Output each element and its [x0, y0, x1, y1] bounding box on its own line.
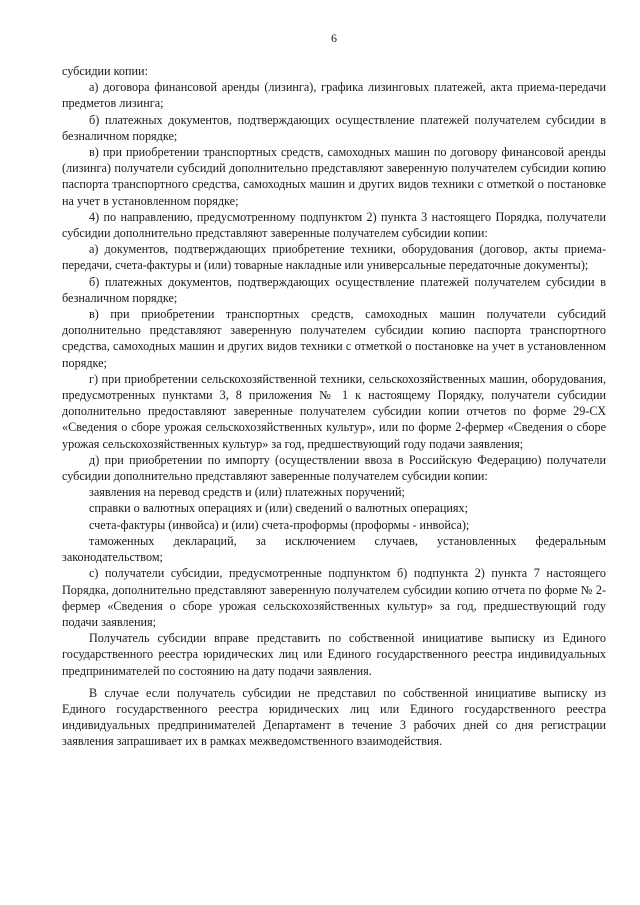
paragraph: таможенных деклараций, за исключением случаев, установленных федеральным законодательством; — [62, 533, 606, 565]
paragraph: г) при приобретении сельскохозяйственной техники, сельскохозяйственных машин, оборудования, предусмотренных пунктами 3, 8 приложения № 1 к настоящему Порядку, получатели субсидии дополнительно предоставляют заверенные получателем субсидии копии отчетов по форме 29-СХ «Сведения о сборе урожая сельскохозяйственных культур», или по форме 2-фермер «Сведения о сборе урожая сельскохозяйственных культур» за год, предшествующий году подачи заявления; — [62, 371, 606, 451]
paragraph: справки о валютных операциях и (или) сведений о валютных операциях; — [89, 501, 468, 516]
paragraph: в) при приобретении транспортных средств, самоходных машин по договору финансовой аренды (лизинга) получатели субсидий дополнительно представляют заверенную получателем субсидии копию паспорта транспортного средства, самоходных машин и других видов техники с отметкой о постановке на учет в установленном порядке; — [62, 145, 606, 208]
document-body — [62, 63, 606, 750]
paragraph: а) договора финансовой аренды (лизинга), графика лизинговых платежей, акта приема-передачи предметов лизинга; — [62, 80, 606, 111]
paragraph: субсидии копии: — [62, 64, 148, 78]
paragraph: б) платежных документов, подтверждающих осуществление платежей получателем субсидии в безналичном порядке; — [62, 274, 606, 305]
paragraph: а) документов, подтверждающих приобретение техники, оборудования (договор, акты приема-передачи, счета-фактуры и (или) товарные накладные или универсальные передаточные документы); — [62, 242, 606, 273]
paragraph: б) платежных документов, подтверждающих осуществление платежей получателем субсидии в безналичном порядке; — [62, 112, 606, 143]
paragraph: д) при приобретении по импорту (осуществлении ввоза в Российскую Федерацию) получатели субсидии дополнительно представляют заверенные получателем субсидии копии: — [62, 452, 606, 484]
page-number: 6 — [331, 31, 337, 45]
paragraph: заявления на перевод средств и (или) платежных поручений; — [89, 485, 405, 500]
paragraph: с) получатели субсидии, предусмотренные подпунктом б) подпункта 2) пункта 7 настоящего Порядка, дополнительно представляют заверенную получателем субсидии копию отчета по форме № 2-фермер «Сведения о сборе урожая сельскохозяйственных культур» за год, предшествующий году подачи заявления; — [62, 566, 606, 629]
paragraph: в) при приобретении транспортных средств, самоходных машин получатели субсидий дополнительно представляют заверенную получателем субсидии копию паспорта транспортного средства, самоходных машин и других видов техники с отметкой о постановке на учет в установленном порядке; — [62, 307, 606, 370]
paragraph: счета-фактуры (инвойса) и (или) счета-проформы (проформы - инвойса); — [89, 517, 470, 532]
paragraph: В случае если получатель субсидии не представил по собственной инициативе выписку из Единого государственного реестра юридических лиц или Единого государственного реестра индивидуальных предпринимателей Департамент в течение 3 рабочих дней со дня регистрации заявления запрашивает их в рамках межведомственного взаимодействия. — [62, 685, 606, 749]
paragraph: Получатель субсидии вправе представить по собственной инициативе выписку из Единого государственного реестра юридических лиц или Единого государственного реестра индивидуальных предпринимателей по состоянию на дату подачи заявления. — [62, 631, 606, 678]
paragraph: 4) по направлению, предусмотренному подпунктом 2) пункта 3 настоящего Порядка, получатели субсидии дополнительно представляют заверенные получателем субсидии копии: — [62, 209, 606, 241]
